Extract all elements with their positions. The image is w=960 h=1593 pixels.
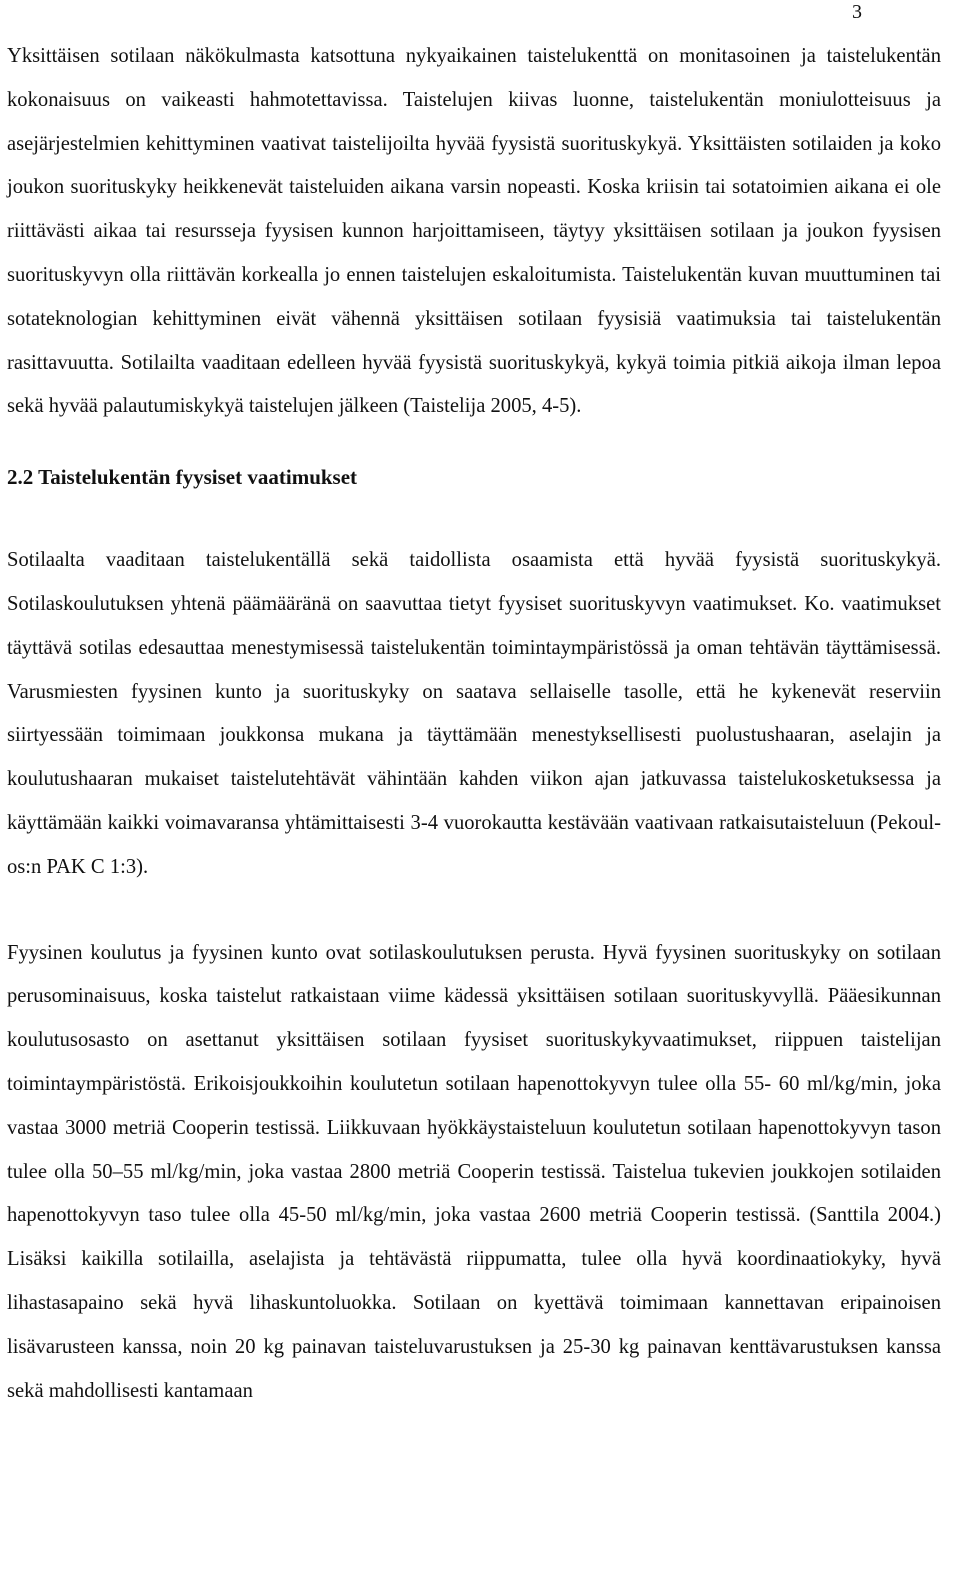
section-heading: 2.2 Taistelukentän fyysiset vaatimukset: [7, 465, 358, 490]
section-paragraph-1: Sotilaalta vaaditaan taistelukentällä sekä taidollista osaamista että hyvää fyysistä suorituskykyä. Sotilaskoulutuksen yhtenä päämääränä on saavuttaa tietyt fyysiset suorituskyvyn vaatimukset. Ko. vaatimukset täyttävä sotilas edesauttaa menestymisessä taistelukentän toimintaympäristössä ja oman tehtävän täyttämisessä. Varusmiesten fyysinen kunto ja suorituskyky on saatava sellaiselle tasolle, että he kykenevät reserviin siirtyessään toimimaan joukkonsa mukana ja täyttämään menestyksellisesti puolustushaaran, aselajin ja koulutushaaran mukaiset taistelutehtävät vähintään kahden viikon ajan jatkuvassa taistelukosketuksessa ja käyttämään kaikki voimavaransa yhtämittaisesti 3-4 vuorokautta kestävään vaativaan ratkaisutaisteluun (Pekoul-os:n PAK C 1:3).: [7, 549, 941, 878]
intro-paragraph: Yksittäisen sotilaan näkökulmasta katsottuna nykyaikainen taistelukenttä on monitasoinen ja taistelukentän kokonaisuus on vaikeasti hahmotettavissa. Taistelujen kiivas luonne, taistelukentän moniulotteisuus ja asejärjestelmien kehittyminen vaativat taistelijoilta hyvää fyysistä suorituskykyä. Yksittäisten sotilaiden ja koko joukon suorituskyky heikkenevät taisteluiden aikana varsin nopeasti. Koska kriisin tai sotatoimien aikana ei ole riittävästi aikaa tai resursseja fyysisen kunnon harjoittamiseen, täytyy yksittäisen sotilaan ja joukon fyysisen suorituskyvyn olla riittävän korkealla jo ennen taistelujen eskaloitumista. Taistelukentän kuvan muuttuminen tai sotateknologian kehittyminen eivät vähennä yksittäisen sotilaan fyysisiä vaatimuksia tai taistelukentän rasittavuutta. Sotilailta vaaditaan edelleen hyvää fyysistä suorituskykyä, kykyä toimia pitkiä aikoja ilman lepoa sekä hyvää palautumiskykyä taistelujen jälkeen (Taistelija 2005, 4-5).: [7, 45, 941, 418]
document-body: [7, 35, 941, 1413]
page-number: 3: [852, 1, 862, 23]
section-paragraph-2: Fyysinen koulutus ja fyysinen kunto ovat sotilaskoulutuksen perusta. Hyvä fyysinen suorituskyky on sotilaan perusominaisuus, koska taistelut ratkaistaan viime kädessä yksittäisen sotilaan suorituskyvyllä. Pääesikunnan koulutusosasto on asettanut yksittäisen sotilaan fyysiset suorituskykyvaatimukset, riippuen taistelijan toimintaympäristöstä. Erikoisjoukkoihin koulutetun sotilaan hapenottokyvyn tulee olla 55- 60 ml/kg/min, joka vastaa 3000 metriä Cooperin testissä. Liikkuvaan hyökkäystaisteluun koulutetun sotilaan hapenottokyvyn tason tulee olla 50–55 ml/kg/min, joka vastaa 2800 metriä Cooperin testissä. Taistelua tukevien joukkojen sotilaiden hapenottokyvyn taso tulee olla 45-50 ml/kg/min, joka vastaa 2600 metriä Cooperin testissä. (Santtila 2004.) Lisäksi kaikilla sotilailla, aselajista ja tehtävästä riippumatta, tulee olla hyvä koordinaatiokyky, hyvä lihastasapaino sekä hyvä lihaskuntoluokka. Sotilaan on kyettävä toimimaan kannettavan eripainoisen lisävarusteen kanssa, noin 20 kg painavan taisteluvarustuksen ja 25-30 kg painavan kenttävarustuksen kanssa sekä mahdollisesti kantamaan: [7, 941, 941, 1402]
